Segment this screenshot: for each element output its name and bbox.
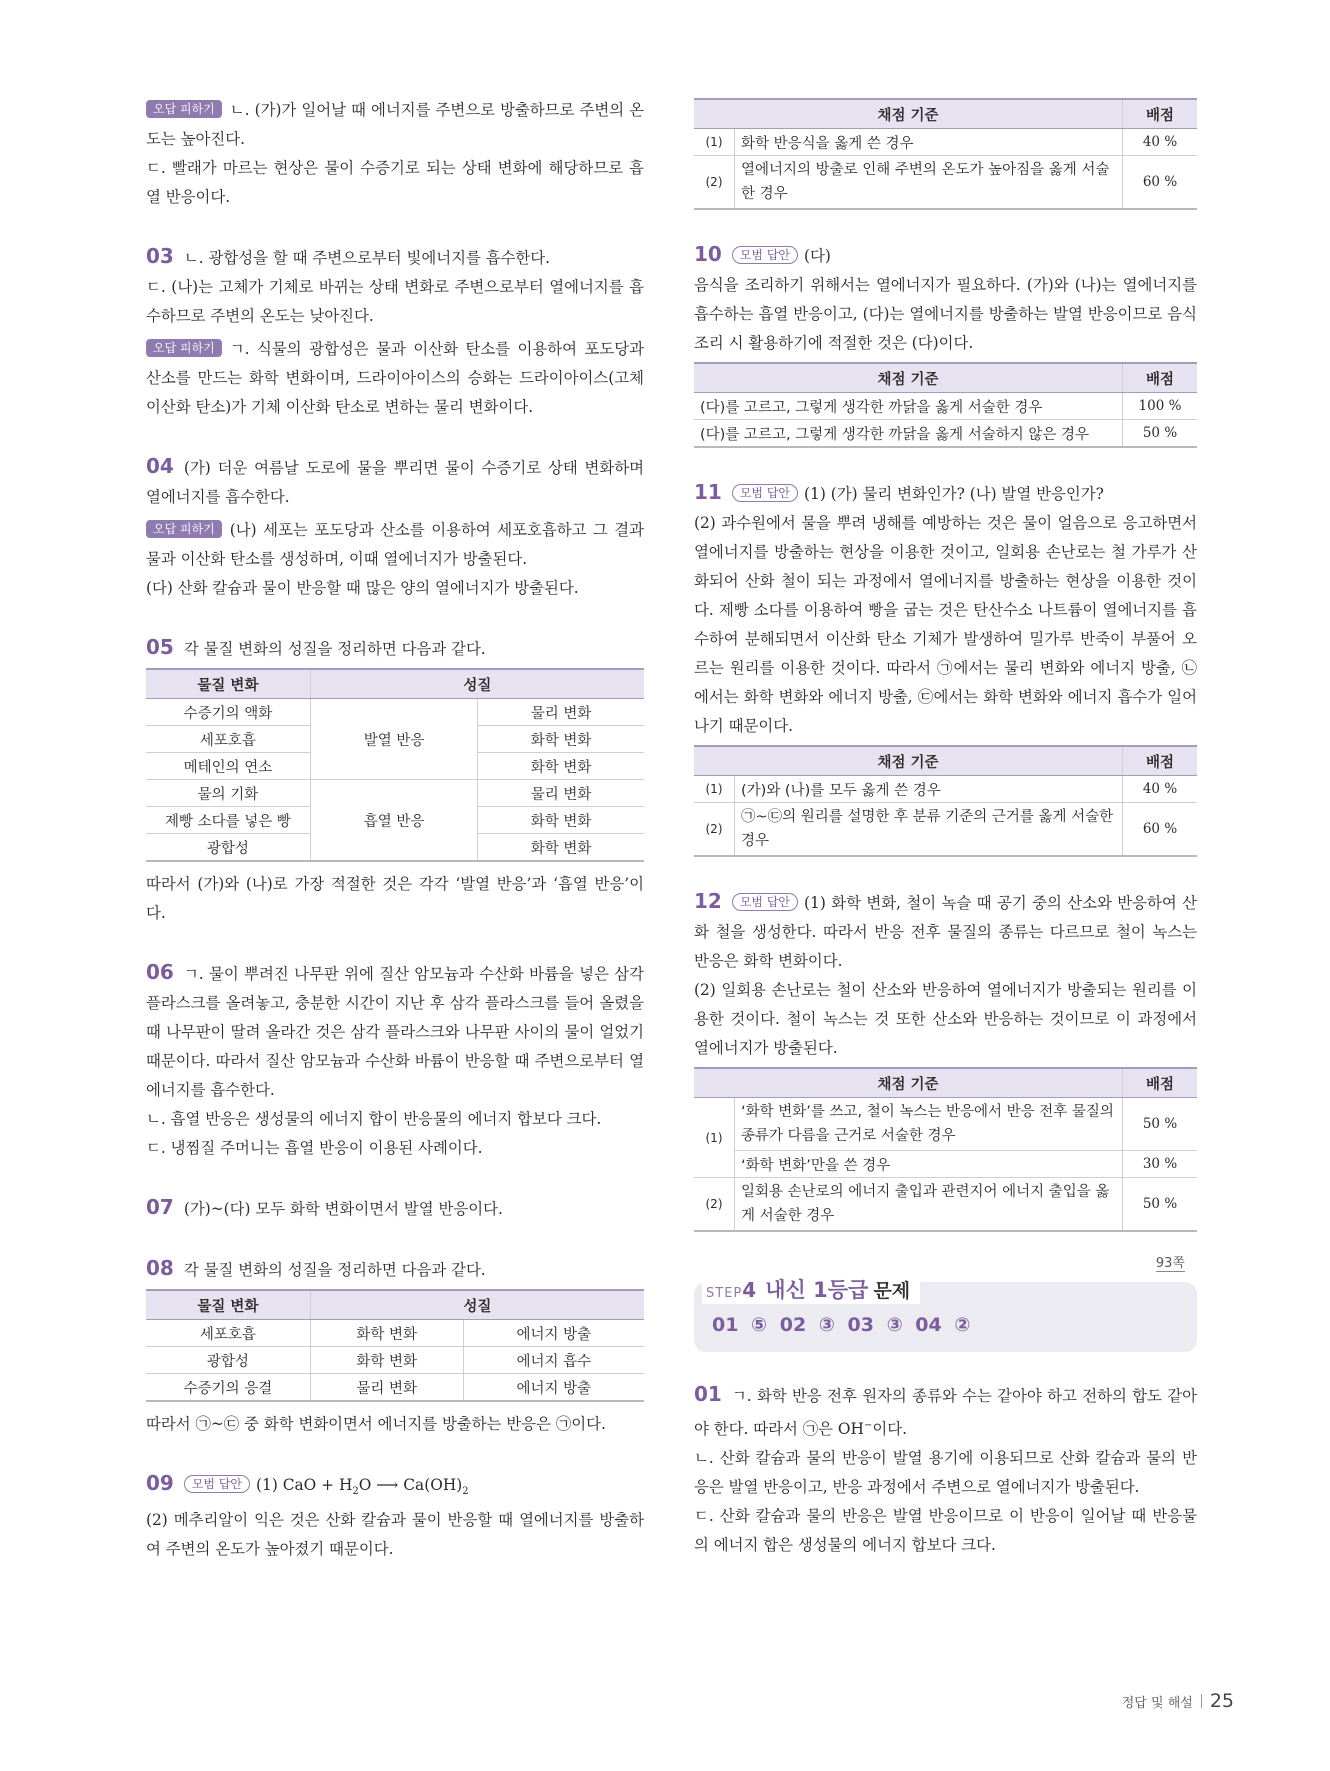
question-number: 01	[694, 1382, 722, 1406]
scoring-table	[694, 362, 1197, 448]
section-08	[146, 1254, 644, 1439]
paragraph: 07 (가)~(다) 모두 화학 변화이면서 발열 반응이다.	[146, 1195, 503, 1219]
property-table	[146, 1289, 644, 1402]
table-header: 배점	[1123, 746, 1198, 776]
table-row: (2) ㉠~㉢의 원리를 설명한 후 분류 기준의 근거를 옳게 서술한 경우 60 %	[694, 803, 1197, 857]
model-answer-badge: 모범 답안	[732, 893, 798, 911]
table-header: 배점	[1123, 363, 1198, 393]
paragraph: 10 모범 답안 (다)	[694, 242, 831, 266]
section-07	[146, 1193, 644, 1224]
table-row: 세포호흡 화학 변화 에너지 방출	[146, 1320, 644, 1347]
step4-answer-box	[694, 1256, 1197, 1352]
quick-answers: 01 ⑤ 02 ③ 03 ③ 04 ②	[712, 1314, 971, 1336]
wrong-answer-badge: 오답 피하기	[146, 520, 222, 538]
table-row: (2) 열에너지의 방출로 인해 주변의 온도가 높아짐을 옳게 서술한 경우 60 %	[694, 156, 1197, 210]
paragraph: 09 모범 답안 (1) CaO + $H_2O$ ⟶ $Ca(OH)_2$	[146, 1471, 469, 1498]
paragraph: 04 (가) 더운 여름날 도로에 물을 뿌리면 물이 수증기로 상태 변화하며 열에너지를 흡수한다.	[146, 454, 644, 506]
paragraph: 오답 피하기 ㄱ. 식물의 광합성은 물과 이산화 탄소를 이용하여 포도당과 산소를 만드는 화학 변화이며, 드라이아이스의 승화는 드라이아이스(고체 이산화 탄소)가 기체 이산화 탄소로 변하는 물리 변화이다.	[146, 340, 644, 416]
section-11	[694, 478, 1197, 857]
paragraph: 오답 피하기 (나) 세포는 포도당과 산소를 이용하여 세포호흡하고 그 결과 물과 이산화 탄소를 생성하며, 이때 열에너지가 방출된다.	[146, 521, 644, 568]
paragraph: ㄴ. 흡열 반응은 생성물의 에너지 합이 반응물의 에너지 합보다 크다.	[146, 1110, 602, 1128]
paragraph: (2) 메추리알이 익은 것은 산화 칼슘과 물이 반응할 때 열에너지를 방출하여 주변의 온도가 높아졌기 때문이다.	[146, 1511, 644, 1559]
paragraph: 05 각 물질 변화의 성질을 정리하면 다음과 같다.	[146, 635, 486, 659]
section-odap	[146, 96, 644, 212]
paragraph: 08 각 물질 변화의 성질을 정리하면 다음과 같다.	[146, 1256, 486, 1280]
question-number: 04	[146, 454, 174, 478]
paragraph: (다) 산화 칼슘과 물이 반응할 때 많은 양의 열에너지가 방출된다.	[146, 579, 579, 597]
table-header: 채점 기준	[694, 746, 1123, 776]
scoring-table	[694, 98, 1197, 210]
paragraph: 음식을 조리하기 위해서는 열에너지가 필요하다. (가)와 (나)는 열에너지를 흡수하는 흡열 반응이고, (다)는 열에너지를 방출하는 발열 반응이므로 음식 조리 시 활용하기에 적절한 것은 (다)이다.	[694, 276, 1197, 352]
table-header: 배점	[1123, 1068, 1198, 1098]
question-number: 07	[146, 1195, 174, 1219]
table-row: 광합성 화학 변화	[146, 834, 644, 862]
question-number: 05	[146, 635, 174, 659]
right-column	[694, 96, 1197, 1590]
table-row: 세포호흡 화학 변화	[146, 726, 644, 753]
table-row: (1) 화학 반응식을 옳게 쓴 경우 40 %	[694, 129, 1197, 156]
property-table	[146, 668, 644, 862]
paragraph: 12 모범 답안 (1) 화학 변화, 철이 녹슬 때 공기 중의 산소와 반응하여 산화 철을 생성한다. 따라서 반응 전후 물질의 종류는 다르므로 철이 녹스는 반응은 화학 변화이다.	[694, 889, 1197, 970]
paragraph: 따라서 ㉠~㉢ 중 화학 변화이면서 에너지를 방출하는 반응은 ㉠이다.	[146, 1415, 606, 1433]
question-number: 09	[146, 1471, 174, 1495]
table-row: 수증기의 응결 물리 변화 에너지 방출	[146, 1374, 644, 1402]
page-number: 25	[1209, 1690, 1234, 1712]
step4-title: STEP4 내신 1등급 문제	[702, 1274, 920, 1304]
question-number: 12	[694, 889, 722, 913]
section-04	[146, 452, 644, 603]
paragraph: ㄷ. (나)는 고체가 기체로 바뀌는 상태 변화로 주변으로부터 열에너지를 흡수하므로 주변의 온도는 낮아진다.	[146, 278, 644, 325]
table-row: 광합성 화학 변화 에너지 흡수	[146, 1347, 644, 1374]
paragraph: 03 ㄴ. 광합성을 할 때 주변으로부터 빛에너지를 흡수한다.	[146, 244, 551, 268]
paragraph: 06 ㄱ. 물이 뿌려진 나무판 위에 질산 암모늄과 수산화 바륨을 넣은 삼각 플라스크를 올려놓고, 충분한 시간이 지난 후 삼각 플라스크를 들어 올렸을 때 나무판이 딸려 올라간 것은 삼각 플라스크와 나무판 사이의 물이 얼었기 때문이다. 따라서 질산 암모늄과 수산화 바륨이 반응할 때 주변으로부터 열에너지를 흡수한다.	[146, 960, 644, 1099]
table-row: 물의 기화 흡열 반응 물리 변화	[146, 780, 644, 807]
table-row: (2) 일회용 손난로의 에너지 출입과 관련지어 에너지 출입을 옳게 서술한 경우 50 %	[694, 1178, 1197, 1232]
question-number: 08	[146, 1256, 174, 1280]
paragraph: ㄷ. 산화 칼슘과 물의 반응은 발열 반응이므로 이 반응이 일어날 때 반응물의 에너지 합은 생성물의 에너지 합보다 크다.	[694, 1507, 1197, 1555]
section-12	[694, 887, 1197, 1232]
paragraph: 따라서 (가)와 (나)로 가장 적절한 것은 각각 ‘발열 반응’과 ‘흡열 반응’이다.	[146, 875, 644, 922]
model-answer-badge: 모범 답안	[732, 484, 798, 502]
table-header: 물질 변화	[146, 669, 310, 699]
paragraph: (2) 과수원에서 물을 뿌려 냉해를 예방하는 것은 물이 얼음으로 응고하면서 열에너지를 방출하는 현상을 이용한 것이고, 일회용 손난로는 철 가루가 산화되어 산화 철이 되는 과정에서 열에너지를 방출하는 현상을 이용한 것이다. 제빵 소다를 이용하여 빵을 굽는 것은 탄산수소 나트륨이 열에너지를 흡수하여 분해되면서 이산화 탄소 기체가 발생하여 밀가루 반죽이 부풀어 오르는 원리를 이용한 것이다. 따라서 ㉠에서는 물리 변화와 에너지 방출, ㉡에서는 화학 변화와 에너지 방출, ㉢에서는 화학 변화와 에너지 흡수가 일어나기 때문이다.	[694, 514, 1197, 735]
section-03	[146, 242, 644, 422]
question-number: 03	[146, 244, 174, 268]
table-header: 채점 기준	[694, 1068, 1123, 1098]
table-row: (1) ‘화학 변화’를 쓰고, 철이 녹스는 반응에서 반응 전후 물질의 종류가 다름을 근거로 서술한 경우 50 %	[694, 1098, 1197, 1151]
paragraph: ㄴ. 산화 칼슘과 물의 반응이 발열 용기에 이용되므로 산화 칼슘과 물의 반응은 발열 반응이고, 반응 과정에서 주변으로 열에너지가 방출된다.	[694, 1449, 1197, 1497]
table-header: 채점 기준	[694, 363, 1123, 393]
model-answer-badge: 모범 답안	[184, 1475, 250, 1493]
table-header: 채점 기준	[694, 99, 1123, 129]
table-header: 물질 변화	[146, 1290, 310, 1320]
table-row: (1) (가)와 (나)를 모두 옳게 쓴 경우 40 %	[694, 776, 1197, 803]
paragraph: ㄷ. 냉찜질 주머니는 흡열 반응이 이용된 사례이다.	[146, 1139, 483, 1157]
section-10	[694, 240, 1197, 448]
table-header: 성질	[310, 1290, 644, 1320]
section-06	[146, 958, 644, 1163]
table-row: ‘화학 변화’만을 쓴 경우 30 %	[694, 1151, 1197, 1178]
question-number: 11	[694, 480, 722, 504]
left-column	[146, 96, 644, 1594]
paragraph: (2) 일회용 손난로는 철이 산소와 반응하여 열에너지가 방출되는 원리를 이용한 것이다. 철이 녹스는 것 또한 산소와 반응하는 것이므로 이 과정에서 열에너지가 방출된다.	[694, 981, 1197, 1057]
paragraph: 11 모범 답안 (1) (가) 물리 변화인가? (나) 발열 반응인가?	[694, 480, 1104, 504]
table-header: 성질	[310, 669, 644, 699]
page-reference: 93쪽	[1156, 1252, 1185, 1272]
table-row: (다)를 고르고, 그렇게 생각한 까닭을 옳게 서술한 경우 100 %	[694, 393, 1197, 420]
section-01	[694, 1380, 1197, 1560]
table-row: 메테인의 연소 화학 변화	[146, 753, 644, 780]
footer-divider	[1201, 1694, 1202, 1708]
table-row: (다)를 고르고, 그렇게 생각한 까닭을 옳게 서술하지 않은 경우 50 %	[694, 420, 1197, 448]
paragraph: 오답 피하기 ㄴ. (가)가 일어날 때 에너지를 주변으로 방출하므로 주변의 온도는 높아진다.	[146, 101, 644, 148]
section-05	[146, 633, 644, 928]
wrong-answer-badge: 오답 피하기	[146, 100, 222, 118]
paragraph: 01 ㄱ. 화학 반응 전후 원자의 종류와 수는 같아야 하고 전하의 합도 같아야 한다. 따라서 ㉠은 OH−이다.	[694, 1382, 1197, 1439]
scoring-table	[694, 1067, 1197, 1232]
table-row: 수증기의 액화 발열 반응 물리 변화	[146, 699, 644, 726]
table-header: 배점	[1123, 99, 1198, 129]
scoring-table	[694, 745, 1197, 857]
section-09	[146, 1469, 644, 1564]
question-number: 06	[146, 960, 174, 984]
paragraph: ㄷ. 빨래가 마르는 현상은 물이 수증기로 되는 상태 변화에 해당하므로 흡열 반응이다.	[146, 159, 644, 206]
question-number: 10	[694, 242, 722, 266]
wrong-answer-badge: 오답 피하기	[146, 339, 222, 357]
table-row: 제빵 소다를 넣은 빵 화학 변화	[146, 807, 644, 834]
footer-label: 정답 및 해설	[1121, 1696, 1193, 1711]
model-answer-badge: 모범 답안	[732, 246, 798, 264]
page-footer	[1122, 1690, 1234, 1712]
